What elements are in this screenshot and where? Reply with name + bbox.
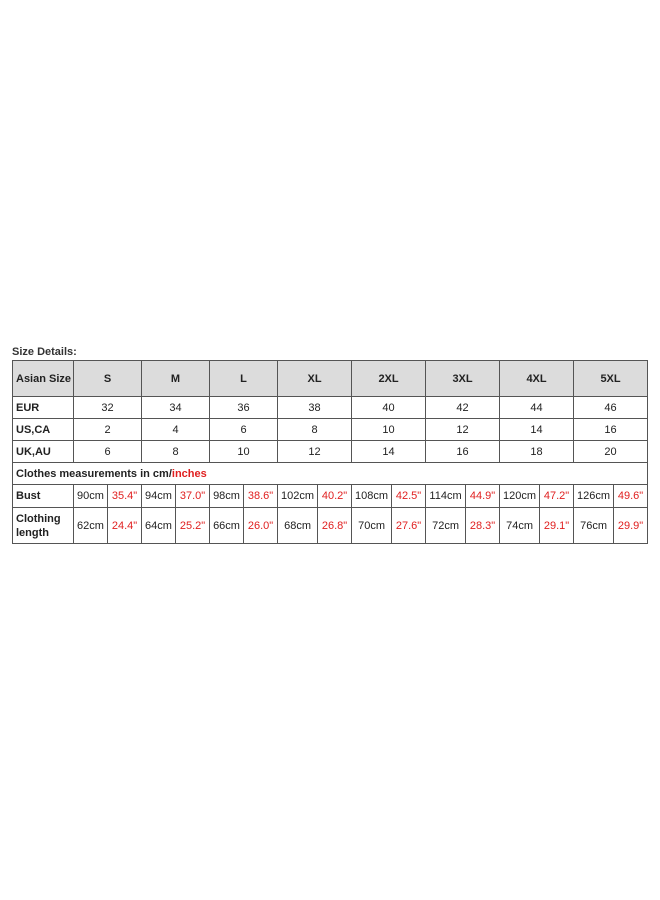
length-cm: 76cm: [574, 508, 614, 544]
size-header-cell: 4XL: [500, 361, 574, 397]
length-inch: 26.8": [318, 508, 352, 544]
asian-size-label: Asian Size: [13, 361, 74, 397]
eur-value: 38: [278, 397, 352, 419]
clothing-length-label: Clothing length: [13, 508, 74, 544]
uk-au-row: [13, 441, 648, 463]
us-ca-label: US,CA: [13, 419, 74, 441]
us-ca-value: 6: [210, 419, 278, 441]
size-header-row: [13, 361, 648, 397]
clothing-length-row: [13, 508, 648, 544]
length-inch: 25.2": [176, 508, 210, 544]
length-cm: 70cm: [352, 508, 392, 544]
bust-cm: 102cm: [278, 485, 318, 508]
eur-value: 42: [426, 397, 500, 419]
size-header-cell: 2XL: [352, 361, 426, 397]
size-table: [12, 360, 648, 544]
bust-inch: 44.9": [466, 485, 500, 508]
size-header-cell: S: [74, 361, 142, 397]
bust-cm: 94cm: [142, 485, 176, 508]
size-header-cell: L: [210, 361, 278, 397]
bust-inch: 42.5": [392, 485, 426, 508]
bust-inch: 49.6": [614, 485, 648, 508]
us-ca-value: 10: [352, 419, 426, 441]
measurements-title: [13, 463, 648, 485]
bust-row: [13, 485, 648, 508]
us-ca-value: 16: [574, 419, 648, 441]
length-cm: 64cm: [142, 508, 176, 544]
eur-value: 36: [210, 397, 278, 419]
bust-cm: 120cm: [500, 485, 540, 508]
size-details-section: [12, 345, 647, 544]
uk-au-value: 6: [74, 441, 142, 463]
us-ca-row: [13, 419, 648, 441]
section-title: Size Details:: [12, 346, 77, 358]
bust-inch: 47.2": [540, 485, 574, 508]
bust-cm: 126cm: [574, 485, 614, 508]
us-ca-value: 2: [74, 419, 142, 441]
length-inch: 27.6": [392, 508, 426, 544]
uk-au-value: 20: [574, 441, 648, 463]
length-cm: 62cm: [74, 508, 108, 544]
eur-value: 44: [500, 397, 574, 419]
size-header-cell: 5XL: [574, 361, 648, 397]
length-cm: 74cm: [500, 508, 540, 544]
size-header-cell: 3XL: [426, 361, 500, 397]
size-header-cell: XL: [278, 361, 352, 397]
uk-au-value: 12: [278, 441, 352, 463]
length-inch: 29.9": [614, 508, 648, 544]
eur-value: 40: [352, 397, 426, 419]
bust-inch: 37.0": [176, 485, 210, 508]
uk-au-value: 16: [426, 441, 500, 463]
uk-au-value: 18: [500, 441, 574, 463]
size-header-cell: M: [142, 361, 210, 397]
eur-label: EUR: [13, 397, 74, 419]
bust-cm: 98cm: [210, 485, 244, 508]
us-ca-value: 14: [500, 419, 574, 441]
measurements-title-prefix: Clothes measurements in cm/: [16, 467, 172, 480]
length-inch: 29.1": [540, 508, 574, 544]
length-cm: 72cm: [426, 508, 466, 544]
bust-cm: 108cm: [352, 485, 392, 508]
bust-inch: 35.4": [108, 485, 142, 508]
eur-value: 34: [142, 397, 210, 419]
us-ca-value: 8: [278, 419, 352, 441]
uk-au-value: 14: [352, 441, 426, 463]
length-cm: 66cm: [210, 508, 244, 544]
uk-au-value: 8: [142, 441, 210, 463]
length-inch: 24.4": [108, 508, 142, 544]
bust-cm: 90cm: [74, 485, 108, 508]
bust-inch: 38.6": [244, 485, 278, 508]
bust-inch: 40.2": [318, 485, 352, 508]
length-inch: 26.0": [244, 508, 278, 544]
measurements-title-inches: inches: [171, 467, 207, 480]
uk-au-value: 10: [210, 441, 278, 463]
measurements-title-row: [13, 463, 648, 485]
us-ca-value: 12: [426, 419, 500, 441]
us-ca-value: 4: [142, 419, 210, 441]
eur-row: [13, 397, 648, 419]
bust-label: Bust: [13, 485, 74, 508]
length-inch: 28.3": [466, 508, 500, 544]
eur-value: 32: [74, 397, 142, 419]
eur-value: 46: [574, 397, 648, 419]
length-cm: 68cm: [278, 508, 318, 544]
bust-cm: 114cm: [426, 485, 466, 508]
uk-au-label: UK,AU: [13, 441, 74, 463]
